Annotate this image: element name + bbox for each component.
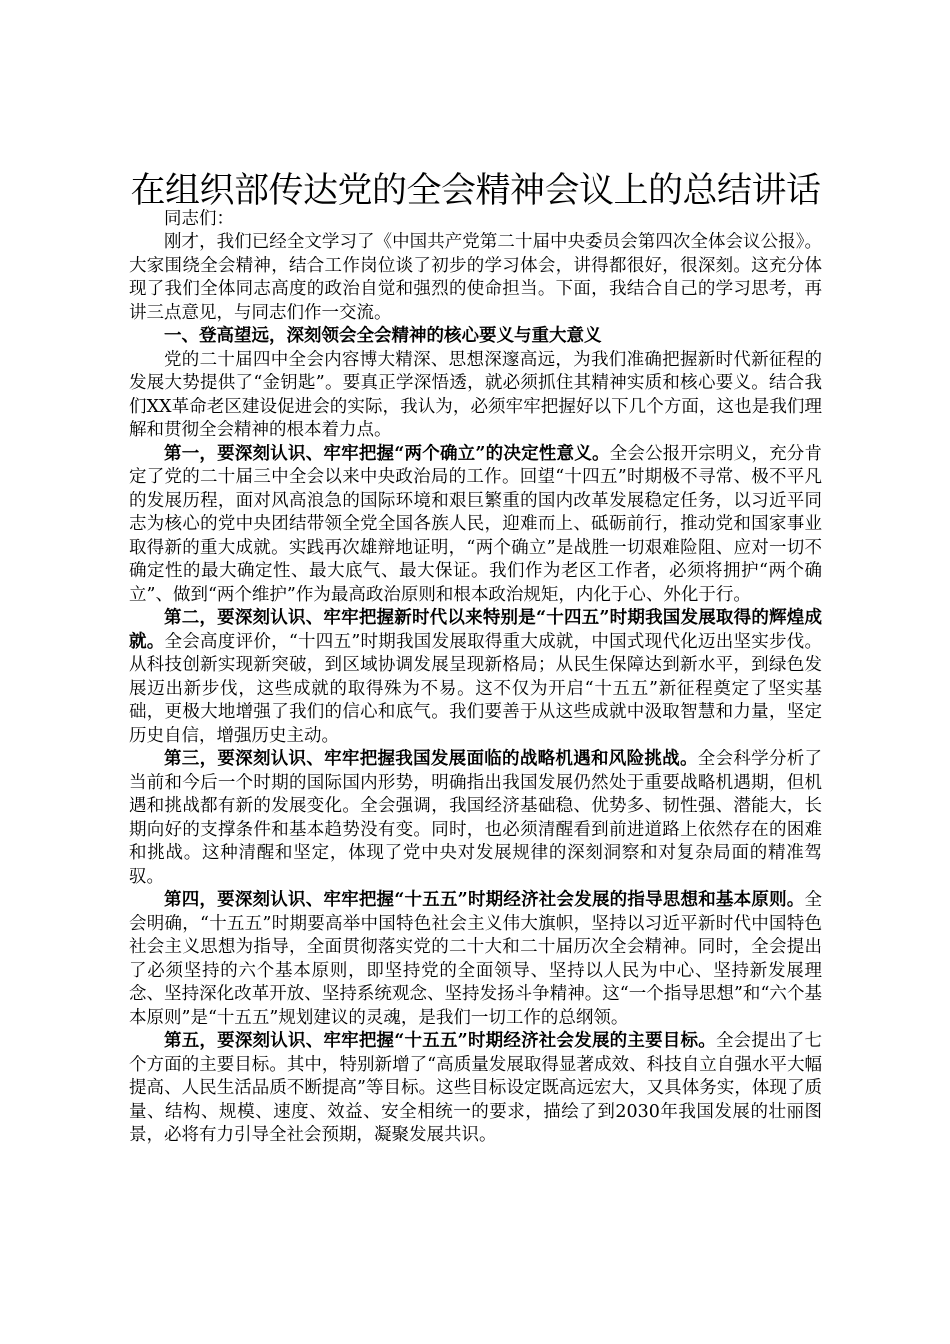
- point-body-4: 全会明确，“十五五”时期要高举中国特色社会主义伟大旗帜，坚持以习近平新时代中国特色社会主义思想为指导，全面贯彻落实党的二十大和二十届历次全会精神。同时，全会提出了必须坚持的六个基本原则，即坚持党的全面领导、坚持以人民为中心、坚持新发展理念、坚持深化改革开放、坚持系统观念、坚持发扬斗争精神。这“一个指导思想”和“六个基本原则”是“十五五”规划建议的灵魂，是我们一切工作的总纲领。: [129, 890, 822, 1028]
- point-lead-1: 第一，要深刻认识、牢牢把握“两个确立”的决定性意义。: [164, 443, 610, 464]
- point-body-5: 全会提出了七个方面的主要目标。其中，特别新增了“高质量发展取得显著成效、科技自立自强水平大幅提高、人民生活品质不断提高”等目标。这些目标设定既高远宏大，又具体务实，体现了质量、结构、规模、速度、效益、安全相统一的要求，描绘了到2030年我国发展的壮丽图景，必将有力引导全社会预期，凝聚发展共识。: [129, 1031, 822, 1145]
- point-paragraph-2: [129, 607, 822, 748]
- section-intro-paragraph: 党的二十届四中全会内容博大精深、思想深邃高远，为我们准确把握新时代新征程的发展大势提供了“金钥匙”。要真正学深悟透，就必须抓住其精神实质和核心要义。结合我们XX革命老区建设促进会的实际，我认为，必须牢牢把握好以下几个方面，这也是我们理解和贯彻全会精神的根本着力点。: [129, 349, 822, 440]
- point-lead-3: 第三，要深刻认识、牢牢把握我国发展面临的战略机遇和风险挑战。: [164, 749, 698, 769]
- point-paragraph-1: [129, 443, 822, 608]
- point-lead-2: 第二，要深刻认识、牢牢把握新时代以来特别是“十四五”时期我国发展取得的辉煌成就。: [129, 608, 822, 652]
- point-body-3: 全会科学分析了当前和今后一个时期的国际国内形势，明确指出我国发展仍然处于重要战略机遇期，但机遇和挑战都有新的发展变化。全会强调，我国经济基础稳、优势多、韧性强、潜能大，长期向好的支撑条件和基本趋势没有变。同时，也必须清醒看到前进道路上依然存在的困难和挑战。这种清醒和坚定，体现了党中央对发展规律的深刻洞察和对复杂局面的精准驾驭。: [129, 749, 822, 887]
- point-lead-5: 第五，要深刻认识、牢牢把握“十五五”时期经济社会发展的主要目标。: [164, 1031, 716, 1051]
- document-title: 在组织部传达党的全会精神会议上的总结讲话: [130, 171, 821, 211]
- point-paragraph-5: [129, 1030, 822, 1148]
- point-lead-4: 第四，要深刻认识、牢牢把握“十五五”时期经济社会发展的指导思想和基本原则。: [164, 890, 805, 910]
- point-body-2: 全会高度评价，“十四五”时期我国发展取得重大成就，中国式现代化迈出坚实步伐。从科技创新实现新突破，到区域协调发展呈现新格局；从民生保障达到新水平，到绿色发展迈出新步伐，这些成就的取得殊为不易。这不仅为开启“十五五”新征程奠定了坚实基础，更极大地增强了我们的信心和底气。我们要善于从这些成就中汲取智慧和力量，坚定历史自信，增强历史主动。: [129, 631, 823, 746]
- point-paragraph-3: [129, 748, 822, 889]
- section-heading: 一、登高望远，深刻领会全会精神的核心要义与重大意义: [164, 326, 602, 346]
- point-body-1: 全会公报开宗明义，充分肯定了党的二十届三中全会以来中央政治局的工作。回望“十四五”时期极不寻常、极不平凡的发展历程，面对风高浪急的国际环境和艰巨繁重的国内改革发展稳定任务，以习近平同志为核心的党中央团结带领全党全国各族人民，迎难而上、砥砺前行，推动党和国家事业取得新的重大成就。实践再次雄辩地证明，“两个确立”是战胜一切艰难险阻、应对一切不确定性的最大确定性、最大底气、最大保证。我们作为老区工作者，必须将拥护“两个确立”、做到“两个维护”作为最高政治原则和根本政治规矩，内化于心、外化于行。: [129, 443, 822, 605]
- document-page: [129, 168, 822, 1148]
- point-paragraph-4: [129, 889, 822, 1030]
- salutation: 同志们：: [164, 209, 234, 229]
- intro-paragraph: 刚才，我们已经全文学习了《中国共产党第二十届中央委员会第四次全体会议公报》。大家围绕全会精神，结合工作岗位谈了初步的学习体会，讲得都很好，很深刻。这充分体现了我们全体同志高度的政治自觉和强烈的使命担当。下面，我结合自己的学习思考，再讲三点意见，与同志们作一交流。: [129, 232, 822, 323]
